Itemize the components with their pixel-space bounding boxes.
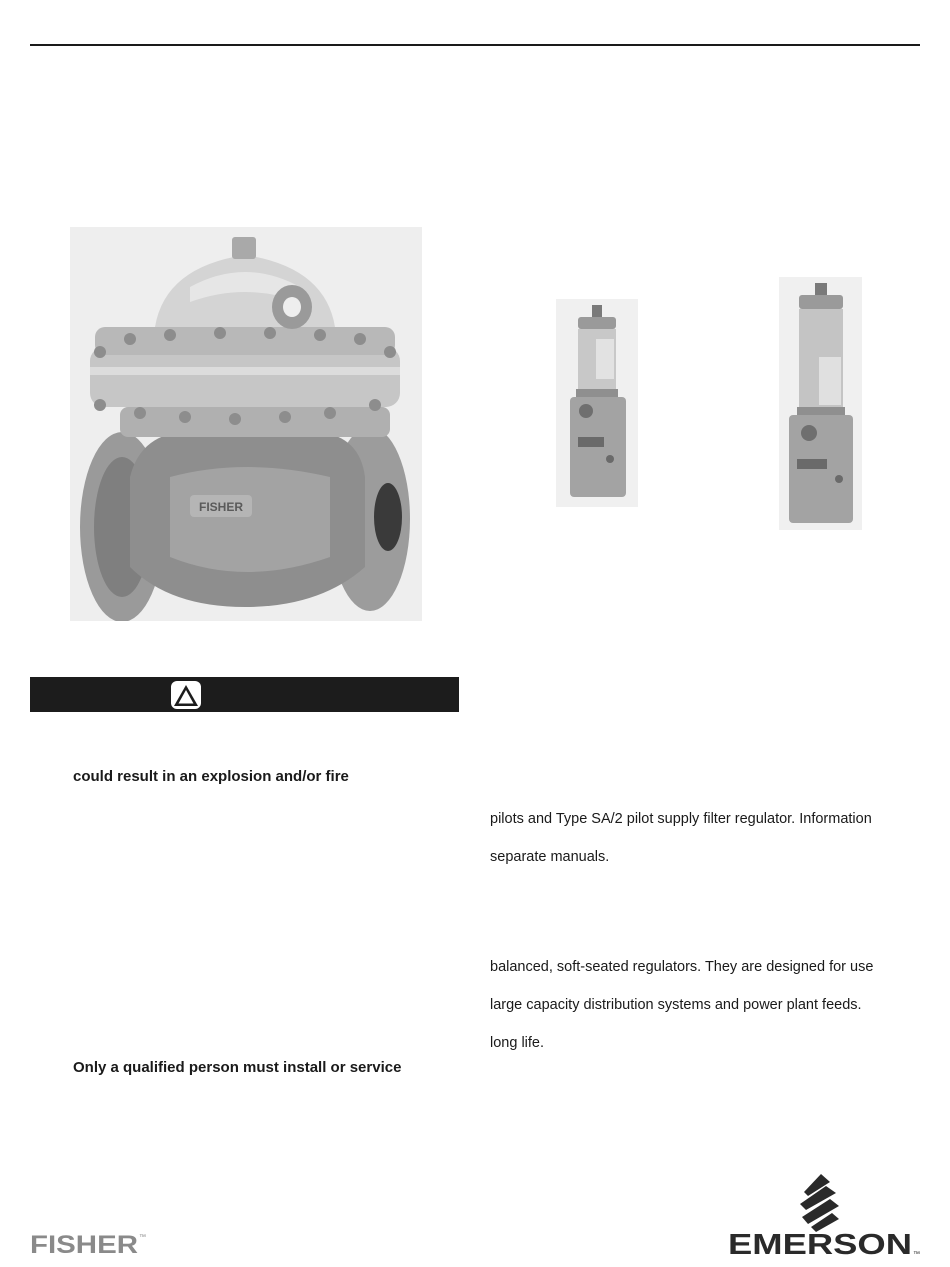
fisher-tm: ™ — [139, 1234, 146, 1241]
description-line-1: balanced, soft-seated regulators. They are designed for use — [490, 959, 874, 975]
intro-line-1: pilots and Type SA/2 pilot supply filter regulator. Information — [490, 811, 872, 827]
emerson-logo — [726, 1172, 924, 1262]
emerson-mark-icon — [800, 1174, 839, 1232]
pilot-photo-small — [556, 299, 638, 507]
warning-banner — [30, 677, 459, 712]
description-line-3: long life. — [490, 1035, 545, 1051]
pilot-photo-large — [779, 277, 862, 530]
body-casting-text: FISHER — [198, 500, 244, 514]
warning-text-explosion: could result in an explosion and/or fire — [73, 768, 349, 785]
description-line-2: large capacity distribution systems and power plant feeds. — [490, 997, 862, 1013]
regulator-photo — [70, 227, 422, 621]
intro-line-2: separate manuals. — [490, 849, 610, 865]
emerson-tm: ™ — [913, 1251, 920, 1258]
warning-triangle-icon — [170, 680, 202, 710]
fisher-logo-text: FISHER — [30, 1231, 138, 1258]
fisher-logo — [30, 1230, 148, 1258]
warning-text-qualified-person: Only a qualified person must install or service — [73, 1059, 402, 1076]
emerson-logo-text: EMERSON — [728, 1229, 912, 1261]
header-rule — [30, 44, 920, 46]
